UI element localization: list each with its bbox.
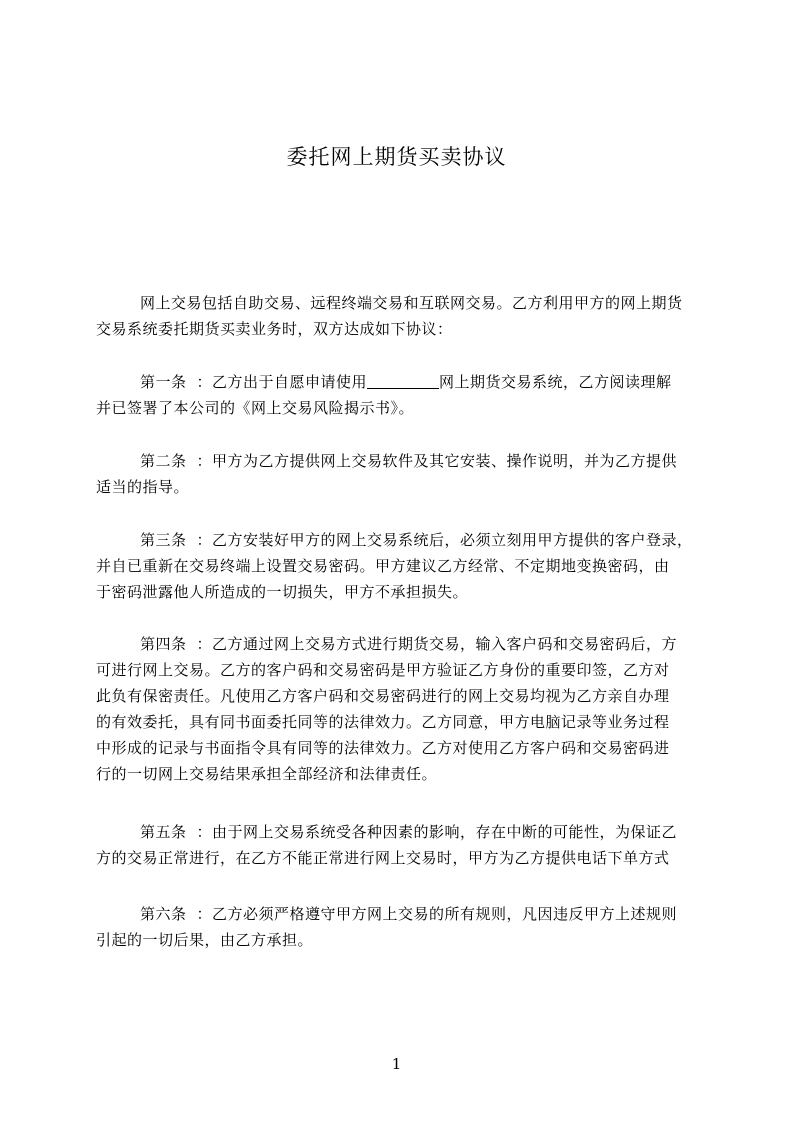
article-line: 的有效委托，具有同书面委托同等的法律效力。乙方同意，甲方电脑记录等业务过程 — [96, 713, 670, 731]
article-text: ：甲方为乙方提供网上交易软件及其它安装、操作说明，并为乙方提供 — [196, 452, 678, 470]
article-heading: 第二条 — [140, 452, 187, 470]
article-4 — [96, 631, 704, 787]
article-3 — [96, 527, 704, 605]
article-heading: 第三条 — [140, 531, 187, 549]
article-text: ：由于网上交易系统受各种因素的影响，存在中断的可能性，为保证乙 — [196, 823, 678, 841]
article-first-line — [96, 527, 704, 553]
intro-paragraph — [96, 290, 704, 342]
article-6 — [96, 901, 704, 953]
article-5 — [96, 819, 704, 871]
fill-in-blank — [367, 372, 439, 389]
intro-line: 交易系统委托期货买卖业务时，双方达成如下协议： — [96, 320, 453, 338]
article-line: 中形成的记录与书面指令具有同等的法律效力。乙方对使用乙方客户码和交易密码进 — [96, 739, 670, 757]
article-first-line — [96, 631, 704, 657]
article-heading: 第四条 — [140, 635, 187, 653]
article-line: 引起的一切后果，由乙方承担。 — [96, 931, 314, 949]
article-text: ：乙方通过网上交易方式进行期货交易，输入客户码和交易密码后，方 — [196, 635, 678, 653]
article-line: 并自已重新在交易终端上设置交易密码。甲方建议乙方经常、不定期地变换密码，由 — [96, 557, 670, 575]
article-heading: 第六条 — [140, 905, 187, 923]
article-line: 此负有保密责任。凡使用乙方客户码和交易密码进行的网上交易均视为乙方亲自办理 — [96, 687, 670, 705]
article-line: 于密码泄露他人所造成的一切损失，甲方不承担损失。 — [96, 583, 469, 601]
article-1 — [96, 369, 704, 421]
page-number: 1 — [391, 1055, 402, 1073]
article-line: 适当的指导。 — [96, 478, 190, 496]
article-first-line — [96, 448, 704, 474]
article-heading: 第五条 — [140, 823, 187, 841]
article-line: 可进行网上交易。乙方的客户码和交易密码是甲方验证乙方身份的重要印签，乙方对 — [96, 661, 670, 679]
article-first-line — [96, 901, 704, 927]
article-line: 行的一切网上交易结果承担全部经济和法律责任。 — [96, 765, 438, 783]
document-title: 委托网上期货买卖协议 — [286, 145, 507, 169]
article-text: 网上期货交易系统，乙方阅读理解 — [439, 373, 672, 391]
article-line: 并已签署了本公司的《网上交易风险揭示书》。 — [96, 399, 415, 417]
article-first-line — [96, 819, 704, 845]
article-text: ：乙方出于自愿申请使用 — [196, 373, 368, 391]
article-text: ：乙方安装好甲方的网上交易系统后，必须立刻用甲方提供的客户登录， — [196, 531, 693, 549]
intro-line: 网上交易包括自助交易、远程终端交易和互联网交易。乙方利用甲方的网上期货 — [140, 294, 683, 312]
article-2 — [96, 448, 704, 500]
article-heading: 第一条 — [140, 373, 187, 391]
article-first-line — [96, 369, 704, 395]
article-line: 方的交易正常进行，在乙方不能正常进行网上交易时，甲方为乙方提供电话下单方式 — [96, 849, 670, 867]
article-text: ：乙方必须严格遵守甲方网上交易的所有规则，凡因违反甲方上述规则 — [196, 905, 678, 923]
